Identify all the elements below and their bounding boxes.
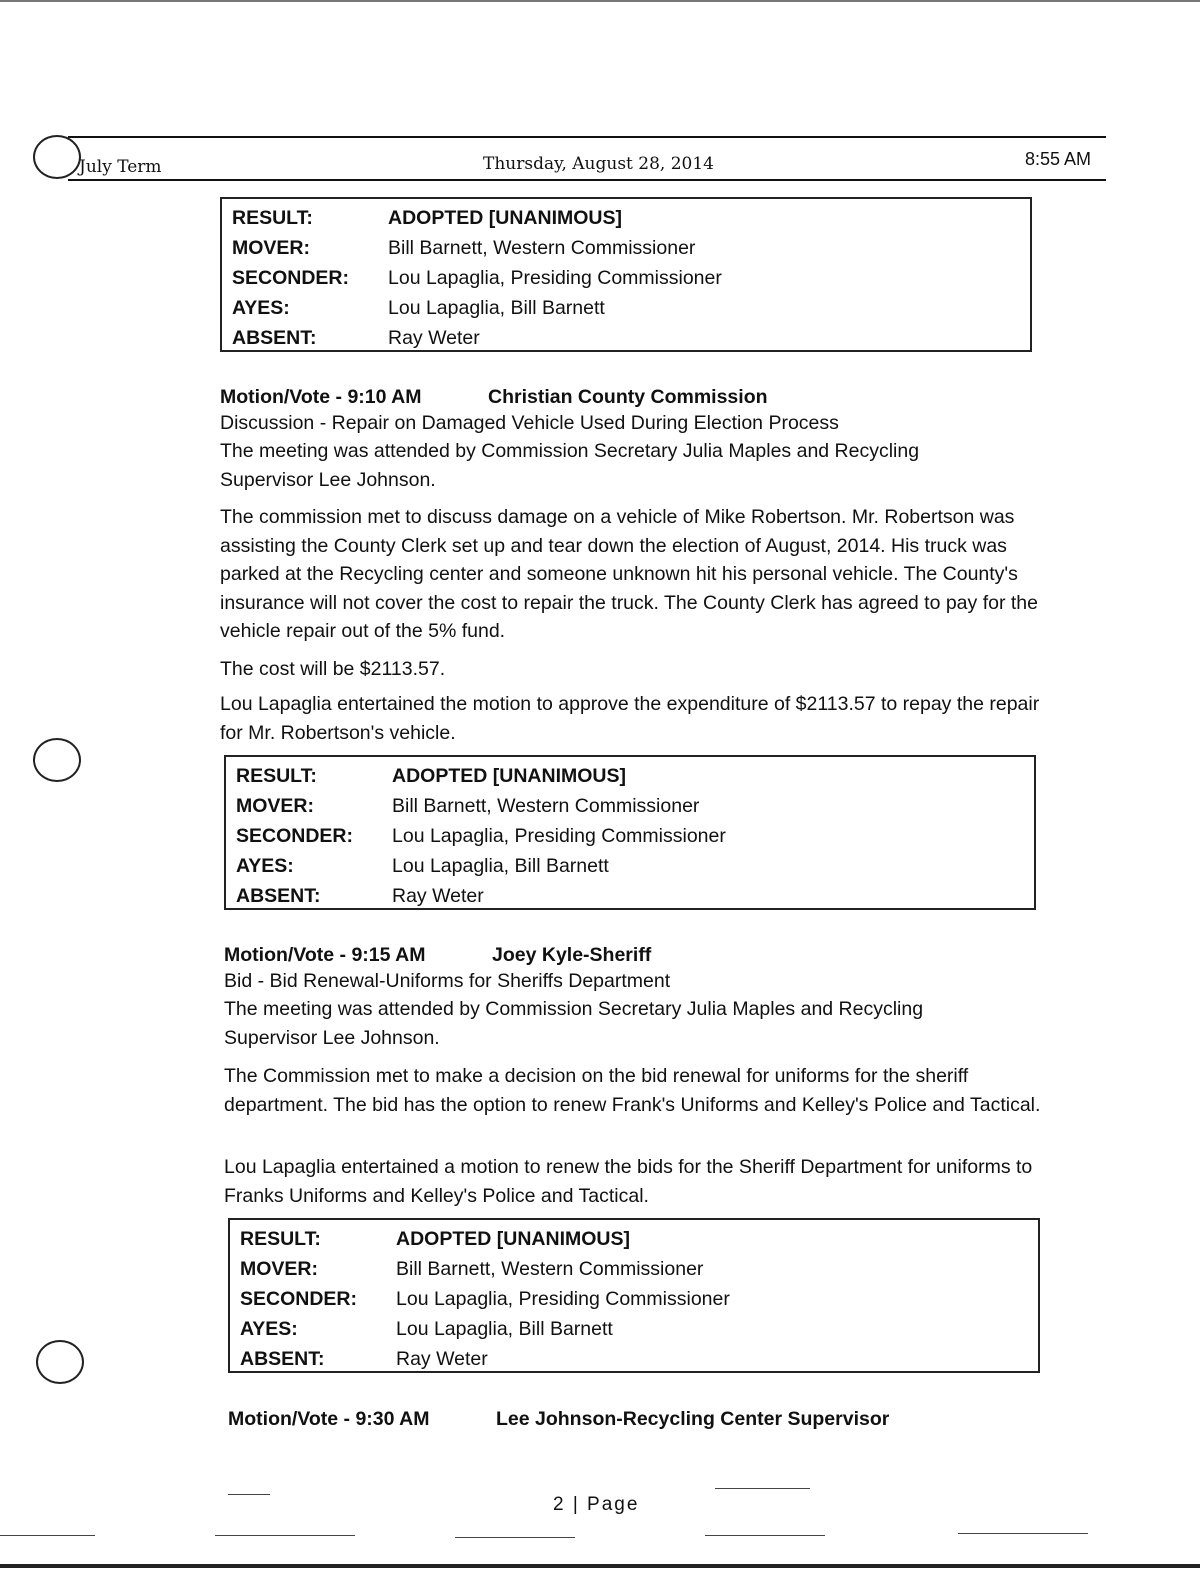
header-date: Thursday, August 28, 2014 xyxy=(483,154,714,174)
motion-time: Motion/Vote - 9:30 AM xyxy=(228,1408,430,1430)
mover-value: Bill Barnett, Western Commissioner xyxy=(392,794,700,817)
vote-result-box xyxy=(220,197,1032,352)
vote-row-result xyxy=(236,761,1024,791)
vote-result-box xyxy=(228,1218,1040,1373)
ayes-value: Lou Lapaglia, Bill Barnett xyxy=(388,296,605,319)
seconder-value: Lou Lapaglia, Presiding Commissioner xyxy=(396,1287,730,1310)
scan-artifact-line xyxy=(705,1535,825,1536)
seconder-value: Lou Lapaglia, Presiding Commissioner xyxy=(388,266,722,289)
result-label: RESULT: xyxy=(232,206,313,229)
motion-time: Motion/Vote - 9:10 AM xyxy=(220,386,422,408)
absent-value: Ray Weter xyxy=(388,326,480,349)
motion-heading xyxy=(224,944,651,967)
motion-attendance-line: The meeting was attended by Commission Secretary Julia Maples and Recycling xyxy=(224,998,924,1020)
vote-row-seconder xyxy=(240,1284,1028,1314)
mover-label: MOVER: xyxy=(232,236,310,259)
vote-row-ayes xyxy=(232,293,1020,323)
motion-attendance-line: Supervisor Lee Johnson. xyxy=(220,469,436,491)
ayes-label: AYES: xyxy=(232,296,290,319)
scan-artifact-line xyxy=(715,1488,810,1489)
ayes-value: Lou Lapaglia, Bill Barnett xyxy=(392,854,609,877)
motion-paragraph: The Commission met to make a decision on the bid renewal for uniforms for the sheriff department. The bid has the option to renew Frank's Uniforms and Kelley's Police and Tactical. xyxy=(224,1065,1041,1116)
scan-artifact-line xyxy=(0,1535,95,1536)
ayes-label: AYES: xyxy=(240,1317,298,1340)
absent-value: Ray Weter xyxy=(396,1347,488,1370)
motion-attendance-line: Supervisor Lee Johnson. xyxy=(224,1027,440,1049)
punch-hole-icon xyxy=(33,135,81,179)
seconder-label: SECONDER: xyxy=(236,824,354,847)
motion-cost-line: The cost will be $2113.57. xyxy=(220,658,446,680)
motion-discussion: Bid - Bid Renewal-Uniforms for Sheriffs Department xyxy=(224,970,671,992)
vote-row-ayes xyxy=(240,1314,1028,1344)
mover-value: Bill Barnett, Western Commissioner xyxy=(396,1257,704,1280)
seconder-label: SECONDER: xyxy=(232,266,350,289)
result-label: RESULT: xyxy=(240,1227,321,1250)
vote-row-result xyxy=(240,1224,1028,1254)
vote-row-result xyxy=(232,203,1020,233)
absent-label: ABSENT: xyxy=(232,326,317,349)
motion-heading xyxy=(220,386,768,409)
vote-row-ayes xyxy=(236,851,1024,881)
absent-label: ABSENT: xyxy=(236,884,321,907)
motion-paragraph: Lou Lapaglia entertained a motion to renew the bids for the Sheriff Department for uniforms to Franks Uniforms and Kelley's Police and Tactical. xyxy=(224,1156,1033,1207)
seconder-value: Lou Lapaglia, Presiding Commissioner xyxy=(392,824,726,847)
header-bottom-rule xyxy=(68,179,1106,181)
result-value: ADOPTED [UNANIMOUS] xyxy=(388,206,622,229)
scan-artifact-line xyxy=(215,1535,355,1536)
header-term: July Term xyxy=(79,157,162,177)
scan-artifact-line xyxy=(958,1533,1088,1534)
ayes-label: AYES: xyxy=(236,854,294,877)
header-top-rule xyxy=(68,136,1106,138)
vote-row-seconder xyxy=(236,821,1024,851)
mover-label: MOVER: xyxy=(240,1257,318,1280)
vote-row-mover xyxy=(240,1254,1028,1284)
motion-title: Christian County Commission xyxy=(488,386,768,408)
seconder-label: SECONDER: xyxy=(240,1287,358,1310)
result-label: RESULT: xyxy=(236,764,317,787)
result-value: ADOPTED [UNANIMOUS] xyxy=(396,1227,630,1250)
punch-hole-icon xyxy=(33,738,81,782)
vote-row-absent xyxy=(240,1344,1028,1374)
vote-result-box xyxy=(224,755,1036,910)
absent-label: ABSENT: xyxy=(240,1347,325,1370)
vote-row-absent xyxy=(232,323,1020,353)
vote-row-mover xyxy=(232,233,1020,263)
vote-row-seconder xyxy=(232,263,1020,293)
result-value: ADOPTED [UNANIMOUS] xyxy=(392,764,626,787)
motion-discussion: Discussion - Repair on Damaged Vehicle Used During Election Process xyxy=(220,412,839,434)
top-scan-edge xyxy=(0,0,1200,2)
motion-paragraph: The commission met to discuss damage on a vehicle of Mike Robertson. Mr. Robertson was assisting the County Clerk set up and tear down the election of August, 2014. His truck was parked at the Recycling center and someone unknown hit his personal vehicle. The County's insurance will not cover the cost to repair the truck. The County Clerk has agreed to pay for the vehicle repair out of the 5% fund. xyxy=(220,506,1038,642)
motion-title: Lee Johnson-Recycling Center Supervisor xyxy=(496,1408,890,1430)
scan-artifact-line xyxy=(228,1494,270,1495)
punch-hole-icon xyxy=(36,1340,84,1384)
ayes-value: Lou Lapaglia, Bill Barnett xyxy=(396,1317,613,1340)
motion-attendance-line: The meeting was attended by Commission Secretary Julia Maples and Recycling xyxy=(220,440,920,462)
bottom-scan-edge xyxy=(0,1564,1200,1568)
motion-time: Motion/Vote - 9:15 AM xyxy=(224,944,426,966)
vote-row-absent xyxy=(236,881,1024,911)
absent-value: Ray Weter xyxy=(392,884,484,907)
scan-artifact-line xyxy=(455,1537,575,1538)
vote-row-mover xyxy=(236,791,1024,821)
mover-value: Bill Barnett, Western Commissioner xyxy=(388,236,696,259)
page-number: 2 | Page xyxy=(553,1494,640,1515)
motion-heading xyxy=(228,1408,889,1431)
motion-title: Joey Kyle-Sheriff xyxy=(492,944,652,966)
motion-paragraph: Lou Lapaglia entertained the motion to approve the expenditure of $2113.57 to repay the repair for Mr. Robertson's vehicle. xyxy=(220,693,1040,744)
header-time: 8:55 AM xyxy=(1025,149,1092,169)
mover-label: MOVER: xyxy=(236,794,314,817)
